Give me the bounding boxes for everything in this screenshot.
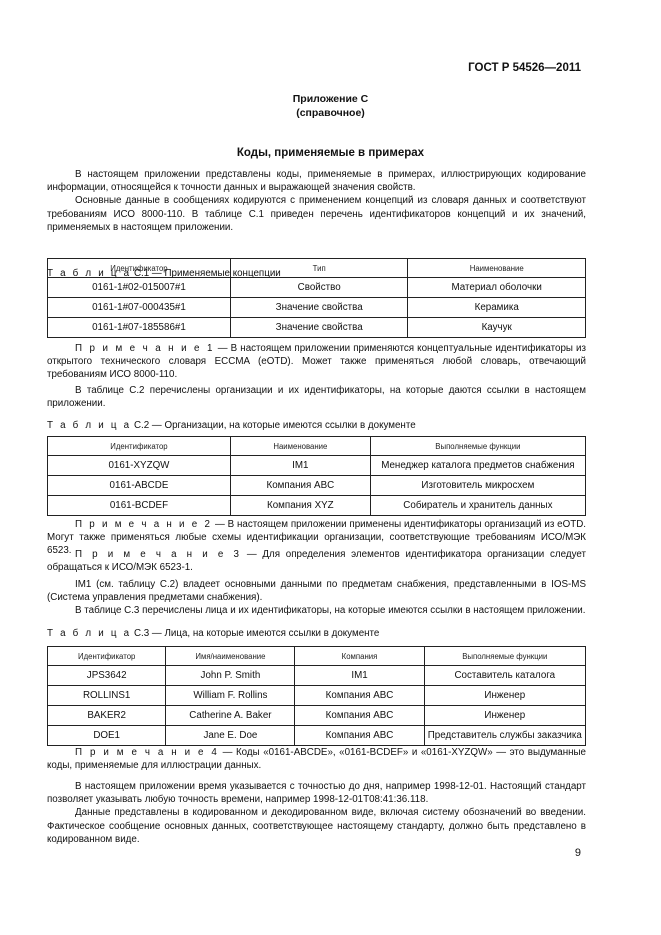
column-header: Идентификатор: [48, 647, 166, 666]
table-cell: 0161-XYZQW: [48, 456, 231, 476]
table-cell: Catherine A. Baker: [166, 706, 295, 726]
table-cell: Керамика: [408, 298, 586, 318]
table-row: [48, 666, 586, 686]
table-cell: Компания XYZ: [230, 496, 370, 516]
annex-heading: [0, 92, 661, 120]
table-cell: Значение свойства: [230, 298, 408, 318]
annex-subtitle: (справочное): [296, 107, 365, 119]
table-cell: IM1: [230, 456, 370, 476]
table-cell: Собиратель и хранитель данных: [370, 496, 585, 516]
column-header: Выполняемые функции: [424, 647, 585, 666]
table-cell: William F. Rollins: [166, 686, 295, 706]
table-cell: IM1: [295, 666, 424, 686]
table-cell: Составитель каталога: [424, 666, 585, 686]
column-header: Идентификатор: [48, 259, 231, 278]
table-cell: Компания ABC: [295, 706, 424, 726]
table2-caption: Т а б л и ц а С.2 — Организации, на которые имеются ссылки в документе: [47, 420, 416, 431]
table2-intro: В таблице С.2 перечислены организации и их идентификаторы, на которые даются ссылки в настоящем приложении.: [47, 385, 586, 410]
table-header-row: [48, 437, 586, 456]
table3-intro: В таблице С.3 перечислены лица и их идентификаторы, на которые имеются ссылки в настоящем приложении.: [75, 605, 586, 617]
intro-text: [47, 168, 586, 234]
time-paragraph: В настоящем приложении время указывается с точностью до дня, например 1998-12-01. Настоящий стандарт позволяет указывать любую точность времени, например 1998-12-01T08:41:36.118.: [47, 781, 586, 806]
note-3: П р и м е ч а н и е 3 — Для определения элементов идентификатора организации следует обращаться к ИСО/МЭК 6523-1.: [47, 549, 586, 574]
doc-header: ГОСТ Р 54526—2011: [468, 62, 581, 74]
table1-grid: [47, 258, 586, 338]
table-header-row: [48, 647, 586, 666]
table-row: [48, 686, 586, 706]
table-cell: Jane E. Doe: [166, 726, 295, 746]
im1-paragraph: IM1 (см. таблицу С.2) владеет основными данными по предметам снабжения, представленными в IOS-MS (Система управления предметами снабжения).: [47, 579, 586, 604]
table-cell: BAKER2: [48, 706, 166, 726]
table-cell: DOE1: [48, 726, 166, 746]
table-row: [48, 318, 586, 338]
column-header: Компания: [295, 647, 424, 666]
table1-caption: Т а б л и ц а С.1 — Применяемые концепции: [47, 268, 281, 279]
intro-paragraph-1: В настоящем приложении представлены коды, применяемые в примерах, иллюстрирующих кодирование информации, относящейся к точности данных и выражающей значения свойств.: [47, 169, 586, 194]
intro-paragraph-2: Основные данные в сообщениях кодируются с применением концепций из словаря данных и соответствуют требованиям ИСО 8000-110. В таблице С.1 приведен перечень идентификаторов концепций и их значений, применяемых в настоящем приложении.: [47, 195, 586, 233]
table-cell: 0161-1#02-015007#1: [48, 278, 231, 298]
table-cell: Компания ABC: [295, 726, 424, 746]
column-header: Имя/наименование: [166, 647, 295, 666]
table-cell: Свойство: [230, 278, 408, 298]
table-cell: Компания ABC: [230, 476, 370, 496]
table3-caption: Т а б л и ц а С.3 — Лица, на которые имеются ссылки в документе: [47, 628, 380, 639]
note-1: П р и м е ч а н и е 1 — В настоящем приложении применяются концептуальные идентификаторы из открытого технического словаря ECCMA (eOTD). Может также применяться любой словарь, отвечающий требованиям ИСО 8000-110.: [47, 343, 586, 381]
table-cell: John P. Smith: [166, 666, 295, 686]
column-header: Тип: [230, 259, 408, 278]
table-cell: Инженер: [424, 706, 585, 726]
table-cell: Представитель службы заказчика: [424, 726, 585, 746]
table-cell: Менеджер каталога предметов снабжения: [370, 456, 585, 476]
encoding-paragraph: Данные представлены в кодированном и декодированном виде, включая систему обозначений во введении. Фактическое сообщение основных данных, соответствующее настоящему стандарту, должно быть представлено в кодированном виде.: [47, 807, 586, 845]
annex-title: Приложение С: [292, 93, 369, 105]
im1-text: [47, 578, 586, 618]
table-row: [48, 726, 586, 746]
page-number: 9: [574, 847, 581, 859]
column-header: Наименование: [408, 259, 586, 278]
table-cell: 0161-1#07-185586#1: [48, 318, 231, 338]
table-cell: 0161-BCDEF: [48, 496, 231, 516]
column-header: Наименование: [230, 437, 370, 456]
time-text: [47, 780, 586, 846]
table-row: [48, 706, 586, 726]
note-4: П р и м е ч а н и е 4 — Коды «0161-ABCDE», «0161-BCDEF» и «0161-XYZQW» — это выдуманные коды, применяемые для иллюстрации данных.: [47, 747, 587, 772]
table-cell: 0161-ABCDE: [48, 476, 231, 496]
table-cell: Компания ABC: [295, 686, 424, 706]
table-cell: Изготовитель микросхем: [370, 476, 585, 496]
table-cell: 0161-1#07-000435#1: [48, 298, 231, 318]
table2-grid: [47, 436, 586, 516]
table-cell: Значение свойства: [230, 318, 408, 338]
column-header: Выполняемые функции: [370, 437, 585, 456]
section-title: Коды, применяемые в примерах: [236, 147, 425, 159]
table-cell: Каучук: [408, 318, 586, 338]
table-cell: ROLLINS1: [48, 686, 166, 706]
table-cell: Материал оболочки: [408, 278, 586, 298]
table-row: [48, 278, 586, 298]
table-row: [48, 298, 586, 318]
column-header: Идентификатор: [48, 437, 231, 456]
table-row: [48, 476, 586, 496]
note-2: П р и м е ч а н и е 2 — В настоящем приложении применены идентификаторы организаций из eOTD. Могут также применяться любые схемы идентификации организации, соответствующие требованиям ИСО/МЭК 6523.: [47, 519, 586, 557]
table-row: [48, 496, 586, 516]
table3-grid: [47, 646, 586, 746]
table-row: [48, 456, 586, 476]
table-cell: JPS3642: [48, 666, 166, 686]
table-header-row: [48, 259, 586, 278]
table-cell: Инженер: [424, 686, 585, 706]
